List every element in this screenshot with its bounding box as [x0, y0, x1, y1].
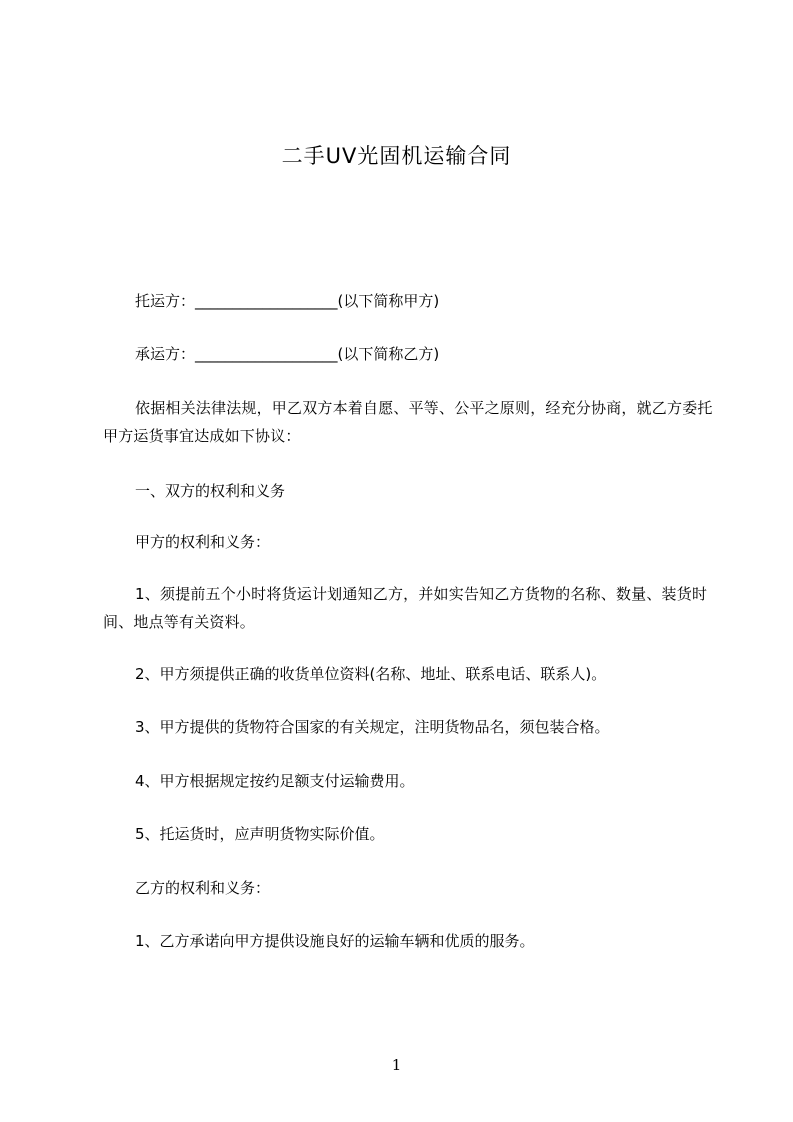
party-a-item-1: 1、须提前五个小时将货运计划通知乙方，并如实告知乙方货物的名称、数量、装货时间、地点等有关资料。: [103, 585, 708, 631]
party-a-item-5: 5、托运货时，应声明货物实际价值。: [135, 825, 385, 843]
page-number: 1: [391, 1056, 402, 1074]
carrier-line: 承运方：___________________(以下简称乙方): [135, 345, 440, 363]
shipper-line: 托运方：___________________(以下简称甲方): [135, 292, 440, 310]
party-b-heading: 乙方的权利和义务：: [135, 879, 271, 897]
party-a-item-2: 2、甲方须提供正确的收货单位资料(名称、地址、联系电话、联系人)。: [135, 665, 607, 683]
party-a-item-4: 4、甲方根据规定按约足额支付运输费用。: [135, 772, 415, 790]
party-b-item-1: 1、乙方承诺向甲方提供设施良好的运输车辆和优质的服务。: [135, 932, 535, 950]
section-heading-rights-obligations: 一、双方的权利和义务: [135, 482, 286, 500]
intro-paragraph: 依据相关法律法规，甲乙双方本着自愿、平等、公平之原则，经充分协商，就乙方委托甲方运货事宜达成如下协议：: [103, 399, 713, 445]
party-a-heading: 甲方的权利和义务：: [135, 533, 271, 551]
document-title: 二手UV光固机运输合同: [281, 144, 512, 168]
party-a-item-3: 3、甲方提供的货物符合国家的有关规定，注明货物品名，须包装合格。: [135, 718, 610, 736]
